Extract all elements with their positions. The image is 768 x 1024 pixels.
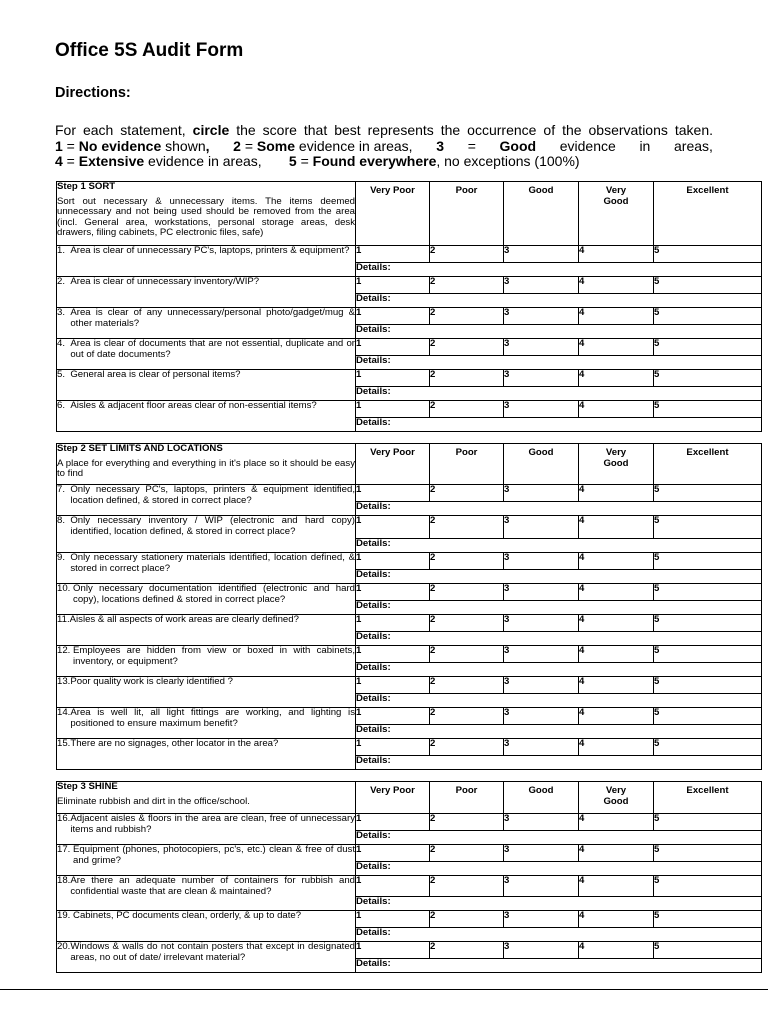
details-field[interactable]: Details: (356, 862, 762, 876)
details-field[interactable]: Details: (356, 263, 762, 277)
score-option-1[interactable]: 1 (356, 739, 430, 756)
score-option-1[interactable]: 1 (356, 911, 430, 928)
question-row (57, 814, 762, 831)
score-option-3[interactable]: 3 (504, 553, 579, 570)
score-option-4[interactable]: 4 (579, 646, 654, 663)
score-option-5[interactable]: 5 (654, 739, 762, 756)
score-option-2[interactable]: 2 (430, 708, 504, 725)
score-option-1[interactable]: 1 (356, 646, 430, 663)
question-text (57, 485, 355, 506)
score-option-4[interactable]: 4 (579, 739, 654, 756)
question-statement: Poor quality work is clearly identified ? (70, 676, 233, 687)
score-option-1[interactable]: 1 (356, 677, 430, 694)
question-cell (57, 911, 356, 942)
score-option-1[interactable]: 1 (356, 246, 430, 263)
question-statement: Cabinets, PC documents clean, orderly, & up to date? (73, 910, 302, 921)
question-statement: Employees are hidden from view or boxed in with cabinets, inventory, or equipment? (73, 645, 355, 667)
score-option-2[interactable]: 2 (430, 370, 504, 387)
question-text (57, 845, 355, 866)
instructions-line-2: 1 = No evidence shown, 2 = Some evidence in areas, 3 = Good evidence in areas, (55, 137, 713, 154)
score-column-header: Very Poor (356, 182, 430, 246)
score-option-3[interactable]: 3 (504, 401, 579, 418)
details-field[interactable]: Details: (356, 570, 762, 584)
score-option-5[interactable]: 5 (654, 277, 762, 294)
score-option-3[interactable]: 3 (504, 942, 579, 959)
question-cell (57, 308, 356, 339)
details-field[interactable]: Details: (356, 928, 762, 942)
question-text (57, 246, 355, 257)
question-cell (57, 646, 356, 677)
score-option-4[interactable]: 4 (579, 308, 654, 325)
question-cell (57, 942, 356, 973)
score-option-3[interactable]: 3 (504, 485, 579, 502)
score-option-3[interactable]: 3 (504, 739, 579, 756)
score-column-header: Very Poor (356, 782, 430, 814)
score-option-3[interactable]: 3 (504, 876, 579, 897)
question-number: 13. (57, 676, 71, 687)
question-row (57, 246, 762, 263)
score-column-header: Good (504, 444, 579, 485)
question-number: 15. (57, 738, 71, 749)
score-option-3[interactable]: 3 (504, 677, 579, 694)
question-text (57, 677, 355, 688)
form-title: Office 5S Audit Form (55, 40, 244, 61)
question-row (57, 370, 762, 387)
score-option-3[interactable]: 3 (504, 814, 579, 831)
question-text (57, 553, 355, 574)
score-option-2[interactable]: 2 (430, 401, 504, 418)
details-field[interactable]: Details: (356, 601, 762, 615)
score-option-2[interactable]: 2 (430, 845, 504, 862)
score-option-4[interactable]: 4 (579, 845, 654, 862)
score-column-header: Good (504, 182, 579, 246)
question-number: 3. (57, 307, 71, 318)
score-option-4[interactable]: 4 (579, 246, 654, 263)
score-option-4[interactable]: 4 (579, 615, 654, 632)
question-statement: Aisles & adjacent floor areas clear of non-essential items? (70, 400, 317, 411)
question-text (57, 370, 355, 381)
question-number: 5. (57, 369, 71, 380)
question-cell (57, 739, 356, 770)
score-option-4[interactable]: 4 (579, 370, 654, 387)
question-cell (57, 876, 356, 911)
details-field[interactable]: Details: (356, 756, 762, 770)
score-option-3[interactable]: 3 (504, 308, 579, 325)
step-title: Step 3 SHINE (57, 781, 118, 792)
instructions (55, 123, 713, 170)
question-row (57, 485, 762, 502)
question-number: 9. (57, 552, 71, 563)
score-option-2[interactable]: 2 (430, 677, 504, 694)
score-option-3[interactable]: 3 (504, 845, 579, 862)
score-option-2[interactable]: 2 (430, 615, 504, 632)
details-field[interactable]: Details: (356, 897, 762, 911)
score-option-4[interactable]: 4 (579, 339, 654, 356)
question-row (57, 876, 762, 897)
question-number: 20. (57, 941, 71, 952)
score-option-4[interactable]: 4 (579, 876, 654, 897)
score-option-2[interactable]: 2 (430, 553, 504, 570)
details-field[interactable]: Details: (356, 356, 762, 370)
score-option-3[interactable]: 3 (504, 339, 579, 356)
score-option-4[interactable]: 4 (579, 277, 654, 294)
score-option-5[interactable]: 5 (654, 370, 762, 387)
question-row (57, 401, 762, 418)
details-field[interactable]: Details: (356, 325, 762, 339)
question-text (57, 401, 355, 412)
score-option-3[interactable]: 3 (504, 277, 579, 294)
question-statement: General area is clear of personal items? (70, 369, 241, 380)
score-option-2[interactable]: 2 (430, 485, 504, 502)
step-2-set-limits-table (56, 443, 762, 770)
step-description: A place for everything and everything in it's place so it should be easy to find (57, 457, 355, 479)
step-description: Eliminate rubbish and dirt in the office/school. (57, 795, 250, 807)
step-3-shine-table (56, 781, 762, 973)
score-column-header: Excellent (654, 444, 762, 485)
details-field[interactable]: Details: (356, 632, 762, 646)
page-divider (0, 989, 768, 990)
question-number: 14. (57, 707, 71, 718)
score-option-1[interactable]: 1 (356, 339, 430, 356)
score-column-header: Poor (430, 182, 504, 246)
score-option-1[interactable]: 1 (356, 708, 430, 725)
question-text (57, 308, 355, 329)
score-option-2[interactable]: 2 (430, 646, 504, 663)
details-field[interactable]: Details: (356, 959, 762, 973)
score-option-2[interactable]: 2 (430, 516, 504, 539)
details-field[interactable]: Details: (356, 294, 762, 308)
question-statement: Windows & walls do not contain posters that except in designated areas, no out of date/ irrelevant material? (70, 941, 355, 963)
question-row (57, 646, 762, 663)
question-statement: Equipment (phones, photocopiers, pc's, etc.) clean & free of dust and grime? (73, 844, 355, 866)
score-option-5[interactable]: 5 (654, 615, 762, 632)
score-option-4[interactable]: 4 (579, 911, 654, 928)
score-option-5[interactable]: 5 (654, 911, 762, 928)
score-option-1[interactable]: 1 (356, 516, 430, 539)
question-cell (57, 553, 356, 584)
step-header (57, 782, 356, 814)
score-option-5[interactable]: 5 (654, 876, 762, 897)
question-row (57, 308, 762, 325)
score-option-2[interactable]: 2 (430, 584, 504, 601)
step-description: Sort out necessary & unnecessary items. The items deemed unnecessary and not being used should be removed from the area (incl. General area, workstations, personal storage areas, desk drawers, filing cabinets, PC electronic files, safe) (57, 195, 355, 238)
score-option-5[interactable]: 5 (654, 246, 762, 263)
score-option-5[interactable]: 5 (654, 553, 762, 570)
score-option-3[interactable]: 3 (504, 246, 579, 263)
score-option-2[interactable]: 2 (430, 308, 504, 325)
score-option-1[interactable]: 1 (356, 942, 430, 959)
question-row (57, 739, 762, 756)
score-option-5[interactable]: 5 (654, 401, 762, 418)
question-statement: Area is clear of unnecessary PC's, laptops, printers & equipment? (70, 245, 350, 256)
score-column-header: Very Good (579, 444, 654, 485)
question-text (57, 615, 355, 626)
question-statement: Only necessary stationery materials identified, location defined, & stored in correct place? (70, 552, 355, 574)
score-column-header: Good (504, 782, 579, 814)
question-number: 7. (57, 484, 71, 495)
question-text (57, 739, 355, 750)
question-cell (57, 814, 356, 845)
score-option-4[interactable]: 4 (579, 708, 654, 725)
details-field[interactable]: Details: (356, 539, 762, 553)
question-text (57, 814, 355, 835)
question-statement: Area is well lit, all light fittings are working, and lighting is positioned to ensure maximum benefit? (70, 707, 355, 729)
question-statement: Only necessary inventory / WIP (electronic and hard copy) identified, location defined, & stored in correct place? (70, 515, 355, 537)
question-statement: Area is clear of documents that are not essential, duplicate and or out of date documents? (70, 338, 355, 360)
question-cell (57, 677, 356, 708)
question-row (57, 942, 762, 959)
score-option-4[interactable]: 4 (579, 553, 654, 570)
score-option-5[interactable]: 5 (654, 677, 762, 694)
instructions-line-3: 4 = Extensive evidence in areas, 5 = Found everywhere, no exceptions (100%) (55, 153, 580, 169)
step-1-sort-table (56, 181, 762, 432)
score-option-1[interactable]: 1 (356, 370, 430, 387)
question-statement: Only necessary documentation identified (electronic and hard copy), locations defined & stored in correct place? (73, 583, 355, 605)
question-statement: Area is clear of any unnecessary/personal photo/gadget/mug & other materials? (70, 307, 355, 329)
directions-heading: Directions: (55, 85, 131, 101)
score-column-header: Very Poor (356, 444, 430, 485)
score-option-5[interactable]: 5 (654, 308, 762, 325)
score-option-1[interactable]: 1 (356, 845, 430, 862)
score-option-3[interactable]: 3 (504, 516, 579, 539)
step-header-row (57, 782, 762, 814)
question-row (57, 911, 762, 928)
score-option-1[interactable]: 1 (356, 615, 430, 632)
score-option-2[interactable]: 2 (430, 942, 504, 959)
score-option-5[interactable]: 5 (654, 516, 762, 539)
question-text (57, 911, 355, 922)
question-text (57, 339, 355, 360)
score-option-1[interactable]: 1 (356, 814, 430, 831)
question-statement: Adjacent aisles & floors in the area are clean, free of unnecessary items and rubbish? (70, 813, 355, 835)
question-cell (57, 485, 356, 516)
score-option-4[interactable]: 4 (579, 942, 654, 959)
details-field[interactable]: Details: (356, 725, 762, 739)
details-field[interactable]: Details: (356, 663, 762, 677)
question-text (57, 708, 355, 729)
score-option-5[interactable]: 5 (654, 942, 762, 959)
score-option-2[interactable]: 2 (430, 814, 504, 831)
question-number: 17. (57, 844, 74, 855)
score-option-1[interactable]: 1 (356, 308, 430, 325)
question-cell (57, 339, 356, 370)
score-option-4[interactable]: 4 (579, 584, 654, 601)
question-row (57, 339, 762, 356)
score-option-4[interactable]: 4 (579, 677, 654, 694)
question-number: 19. (57, 910, 74, 921)
score-column-header: Excellent (654, 182, 762, 246)
question-text (57, 516, 355, 537)
score-option-1[interactable]: 1 (356, 401, 430, 418)
score-option-5[interactable]: 5 (654, 646, 762, 663)
step-header-row (57, 444, 762, 485)
instructions-line-1: For each statement, circle the score that best represents the occurrence of the observations taken. (55, 122, 713, 138)
score-option-3[interactable]: 3 (504, 370, 579, 387)
question-statement: Only necessary PC's, laptops, printers & equipment identified, location defined, & stored in correct place? (70, 484, 355, 506)
score-option-5[interactable]: 5 (654, 485, 762, 502)
score-option-3[interactable]: 3 (504, 615, 579, 632)
score-option-4[interactable]: 4 (579, 814, 654, 831)
question-number: 16. (57, 813, 71, 824)
details-field[interactable]: Details: (356, 387, 762, 401)
score-option-2[interactable]: 2 (430, 277, 504, 294)
score-option-3[interactable]: 3 (504, 911, 579, 928)
question-text (57, 584, 355, 605)
question-text (57, 876, 355, 897)
step-title: Step 1 SORT (57, 181, 116, 192)
question-statement: Area is clear of unnecessary inventory/WIP? (70, 276, 260, 287)
question-row (57, 677, 762, 694)
question-row (57, 516, 762, 539)
question-number: 8. (57, 515, 71, 526)
question-text (57, 942, 355, 963)
question-cell (57, 277, 356, 308)
question-number: 10. (57, 583, 74, 594)
step-header (57, 182, 356, 246)
score-option-5[interactable]: 5 (654, 708, 762, 725)
question-number: 11. (57, 614, 70, 625)
score-option-5[interactable]: 5 (654, 339, 762, 356)
details-field[interactable]: Details: (356, 831, 762, 845)
question-statement: There are no signages, other locator in the area? (70, 738, 279, 749)
question-number: 2. (57, 276, 71, 287)
score-column-header: Excellent (654, 782, 762, 814)
score-column-header: Very Good (579, 782, 654, 814)
details-field[interactable]: Details: (356, 418, 762, 432)
question-cell (57, 615, 356, 646)
question-row (57, 708, 762, 725)
score-option-3[interactable]: 3 (504, 646, 579, 663)
step-header (57, 444, 356, 485)
score-option-4[interactable]: 4 (579, 485, 654, 502)
question-statement: Are there an adequate number of containers for rubbish and confidential waste that are clean & maintained? (70, 875, 355, 897)
score-option-2[interactable]: 2 (430, 739, 504, 756)
score-option-1[interactable]: 1 (356, 553, 430, 570)
question-cell (57, 708, 356, 739)
score-option-4[interactable]: 4 (579, 516, 654, 539)
score-option-1[interactable]: 1 (356, 277, 430, 294)
question-cell (57, 516, 356, 553)
question-text (57, 277, 355, 288)
score-option-5[interactable]: 5 (654, 845, 762, 862)
step-title: Step 2 SET LIMITS AND LOCATIONS (57, 443, 223, 454)
question-number: 18. (57, 875, 71, 886)
question-cell (57, 584, 356, 615)
score-column-header: Poor (430, 444, 504, 485)
details-field[interactable]: Details: (356, 502, 762, 516)
question-row (57, 277, 762, 294)
step-header-row (57, 182, 762, 246)
question-number: 1. (57, 245, 71, 256)
score-option-2[interactable]: 2 (430, 911, 504, 928)
question-cell (57, 401, 356, 432)
score-option-1[interactable]: 1 (356, 876, 430, 897)
question-row (57, 584, 762, 601)
question-number: 12. (57, 645, 74, 656)
question-cell (57, 370, 356, 401)
question-number: 4. (57, 338, 71, 349)
score-option-5[interactable]: 5 (654, 584, 762, 601)
score-option-3[interactable]: 3 (504, 584, 579, 601)
question-text (57, 646, 355, 667)
score-option-1[interactable]: 1 (356, 584, 430, 601)
question-cell (57, 246, 356, 277)
score-option-2[interactable]: 2 (430, 339, 504, 356)
score-option-3[interactable]: 3 (504, 708, 579, 725)
score-option-2[interactable]: 2 (430, 876, 504, 897)
question-row (57, 615, 762, 632)
score-option-4[interactable]: 4 (579, 401, 654, 418)
score-option-1[interactable]: 1 (356, 485, 430, 502)
question-row (57, 845, 762, 862)
question-row (57, 553, 762, 570)
question-cell (57, 845, 356, 876)
score-option-2[interactable]: 2 (430, 246, 504, 263)
score-option-5[interactable]: 5 (654, 814, 762, 831)
score-column-header: Poor (430, 782, 504, 814)
question-number: 6. (57, 400, 71, 411)
details-field[interactable]: Details: (356, 694, 762, 708)
question-statement: Aisles & all aspects of work areas are clearly defined? (69, 614, 299, 625)
score-column-header: Very Good (579, 182, 654, 246)
